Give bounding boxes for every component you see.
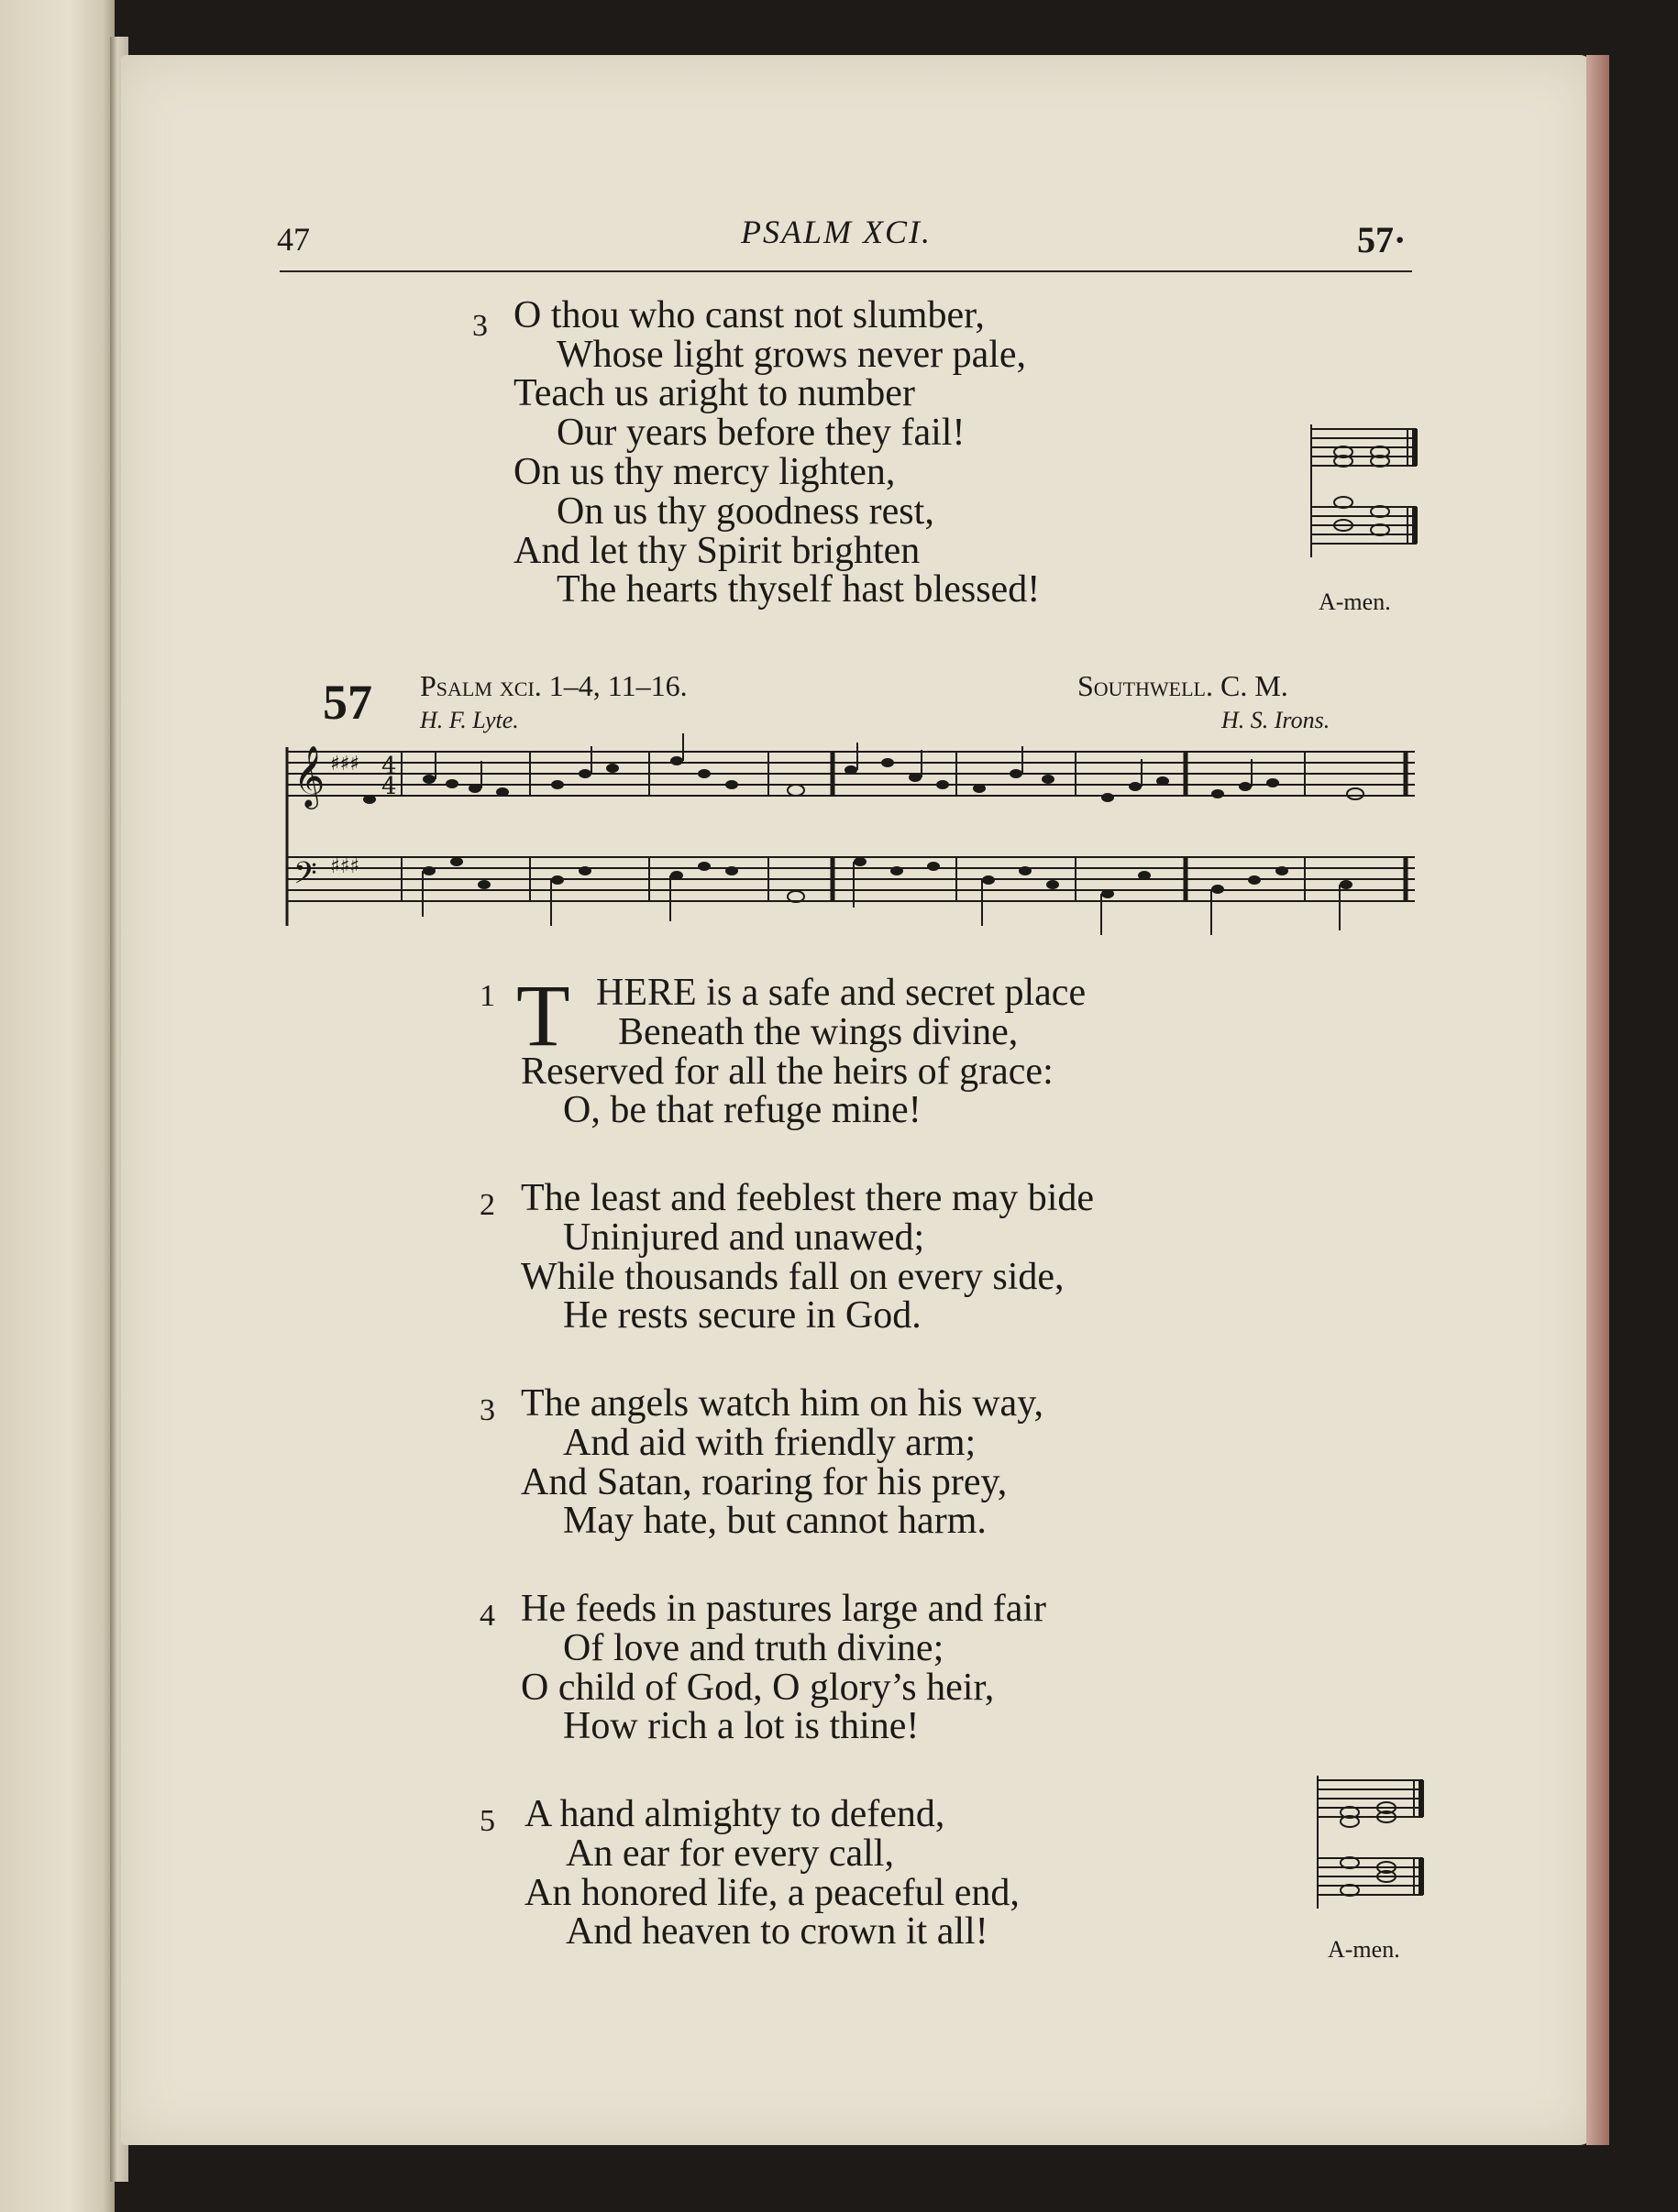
verse-line: And aid with friendly arm;: [563, 1422, 977, 1464]
verse-line: How rich a lot is thine!: [563, 1705, 920, 1747]
verse-line: On us thy mercy lighten,: [513, 451, 896, 493]
verse-line: Teach us aright to number: [513, 372, 915, 414]
amen-label: A-men.: [1328, 1936, 1400, 1963]
header-rule: [280, 270, 1412, 272]
verse-line: On us thy goodness rest,: [557, 490, 934, 533]
composer-credit: H. S. Irons.: [1221, 707, 1330, 733]
verse-line: An ear for every call,: [566, 1832, 894, 1875]
verse-line: O thou who canst not slumber,: [513, 294, 985, 336]
verse-line: And let thy Spirit brighten: [513, 530, 921, 572]
verse-line: And Satan, roaring for his prey,: [521, 1461, 1008, 1503]
hymn-number: 57: [323, 675, 372, 730]
page-number: 47: [277, 221, 310, 258]
verse-line: A hand almighty to defend,: [524, 1793, 945, 1835]
facing-page-edge: [0, 0, 115, 2212]
verse-line: He feeds in pastures large and fair: [521, 1588, 1046, 1630]
verse-line: The angels watch him on his way,: [521, 1382, 1043, 1425]
verse-line: Beneath the wings divine,: [618, 1011, 1019, 1053]
tune-name: Southwell. C. M.: [1077, 669, 1288, 702]
svg-text:4: 4: [381, 753, 397, 780]
book-cover-edge: [1586, 55, 1609, 2145]
verse-line: Reserved for all the heirs of grace:: [521, 1051, 1054, 1093]
verse-line: The hearts thyself hast blessed!: [557, 568, 1041, 611]
verse-line: And heaven to crown it all!: [566, 1910, 988, 1953]
verse-line: The least and feeblest there may bide: [521, 1177, 1095, 1219]
amen-score: [1307, 420, 1421, 585]
verse-line: While thousands fall on every side,: [521, 1256, 1065, 1298]
verse-line: An honored life, a peaceful end,: [524, 1872, 1020, 1914]
verse-line: O, be that refuge mine!: [563, 1089, 922, 1131]
music-score: [282, 733, 1419, 940]
stanza-number: 3: [472, 309, 488, 343]
amen-score: [1313, 1771, 1428, 1936]
stanza-number: 1: [480, 979, 495, 1013]
hymn-marker: 57·: [1357, 219, 1407, 260]
drop-cap: T: [516, 966, 570, 1064]
stanza-number: 5: [480, 1804, 495, 1838]
author-credit: H. F. Lyte.: [420, 707, 519, 733]
verse-line: Uninjured and unawed;: [563, 1216, 925, 1259]
verse-line: He rests secure in God.: [563, 1294, 922, 1337]
verse-line: Whose light grows never pale,: [557, 334, 1027, 376]
svg-text:𝄞: 𝄞: [293, 744, 326, 807]
stanza-number: 4: [480, 1599, 495, 1633]
svg-text:♯♯♯: ♯♯♯: [330, 855, 359, 878]
svg-text:♯♯♯: ♯♯♯: [330, 753, 359, 776]
svg-text:4: 4: [381, 773, 397, 800]
amen-label: A-men.: [1319, 589, 1391, 615]
stanza-number: 2: [480, 1188, 495, 1222]
verse-line: May hate, but cannot harm.: [563, 1500, 987, 1542]
running-title: PSALM XCI.: [741, 214, 932, 250]
stanza-number: 3: [480, 1393, 495, 1427]
svg-text:𝄢: 𝄢: [293, 856, 317, 898]
verse-line: O child of God, O glory’s heir,: [521, 1667, 995, 1709]
verse-line: Of love and truth divine;: [563, 1627, 944, 1669]
text-source: Psalm xci. 1–4, 11–16.: [420, 669, 688, 702]
verse-line: Our years before they fail!: [557, 412, 966, 454]
verse-line: HERE is a safe and secret place: [596, 972, 1087, 1014]
